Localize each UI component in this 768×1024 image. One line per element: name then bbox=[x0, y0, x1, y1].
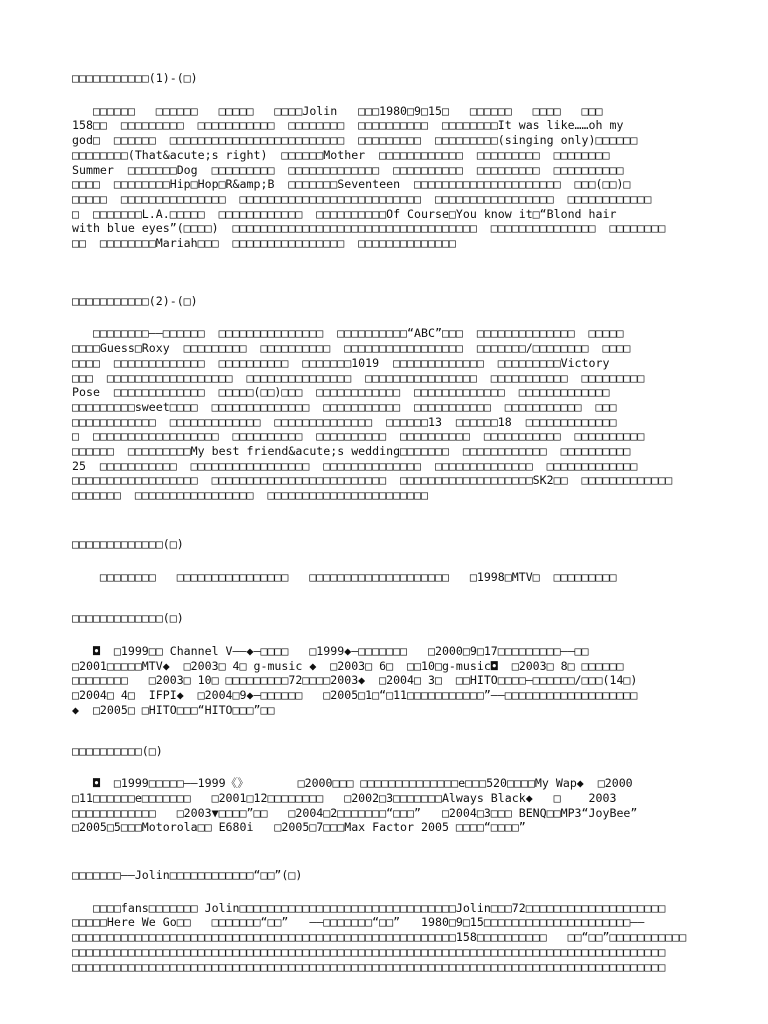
section-body bbox=[72, 326, 696, 502]
section-heading: □□□□□□□——Jolin□□□□□□□□□□□□“□□”(□) bbox=[72, 868, 303, 883]
section-body bbox=[72, 776, 696, 835]
text-line: □□□□□□□□□sweet□□□□ □□□□□□□□□□□□□□ □□□□□□□□□□□ □□□□□□□□□□□ □□□□□□□□□□□ □□□ bbox=[72, 399, 617, 414]
text-line: □□□□□□□□——□□□□□□ □□□□□□□□□□□□□□□ □□□□□□□□□□“ABC”□□□ □□□□□□□□□□□□□□ □□□□□ bbox=[72, 326, 624, 341]
section-6 bbox=[72, 868, 696, 974]
text-line: □□□□ □□□□□□□□□□□□□ □□□□□□□□□□ □□□□□□□1019 □□□□□□□□□□□□□ □□□□□□□□□Victory bbox=[72, 355, 610, 370]
text-line: ◆ □2005□ □HITO□□□“HITO□□□”□□ bbox=[72, 702, 275, 717]
text-line: □11□□□□□□e□□□□□□□ □2001□12□□□□□□□□ □2002□3□□□□□□□Always Black◆ □ 2003 bbox=[72, 790, 617, 805]
text-line: □□□□□□□□□□□□□□□□□□□□□□□□□□□□□□□□□□□□□□□□□□□□□□□□□□□□□□□□□□□□□□□□□□□□□□□□□□□□□□□□□□□□□ bbox=[72, 944, 666, 959]
section-5 bbox=[72, 744, 696, 836]
text-line: □□□□□Here We Go□□ □□□□□□□“□□” ——□□□□□□□“□□” 1980□9□15□□□□□□□□□□□□□□□□□□□□□—— bbox=[72, 915, 645, 930]
text-line: □□□□□□□□□□□□□□□□□□ □□□□□□□□□□□□□□□□□□□□□□□□□ □□□□□□□□□□□□□□□□□□□SK2□□ □□□□□□□□□□□□□ bbox=[72, 473, 673, 488]
text-line: □□□□□□ □□□□□□ □□□□□ □□□□Jolin □□□1980□9□15□ □□□□□□ □□□□ □□□ bbox=[72, 103, 603, 118]
text-line: □□□□□□ □□□□□□□□□My best friend&acute;s wedding□□□□□□□ □□□□□□□□□□□□ □□□□□□□□□□ bbox=[72, 444, 631, 459]
text-line: □□□□□□□□□□□□□□□□□□□□□□□□□□□□□□□□□□□□□□□□□□□□□□□□□□□□□□□158□□□□□□□□□□ □□“□□”□□□□□□□□□□□ bbox=[72, 930, 687, 945]
text-line: Pose □□□□□□□□□□□□□ □□□□□(□□)□□□ □□□□□□□□□□□□ □□□□□□□□□□□□□ □□□□□□□□□□□□□ bbox=[72, 385, 610, 400]
section-heading: □□□□□□□□□□□□□(□) bbox=[72, 536, 184, 551]
text-line: □ □□□□□□□L.A.□□□□□ □□□□□□□□□□□□ □□□□□□□□□□Of Course□You know it□“Blond hair bbox=[72, 206, 617, 221]
section-1 bbox=[72, 71, 696, 251]
text-line: □□□□□□□□□□□□ □2003▼□□□□”□□ □2004□2□□□□□□□“□□□” □2004□3□□□ BENQ□□MP3“JoyBee” bbox=[72, 805, 638, 820]
text-line: god□ □□□□□□ □□□□□□□□□□□□□□□□□□□□□□□□□ □□□□□□□□□ □□□□□□□□□(singing only)□□□□□□ bbox=[72, 133, 638, 148]
section-3 bbox=[72, 537, 696, 584]
text-line: 158□□ □□□□□□□□□ □□□□□□□□□□□ □□□□□□□□ □□□□□□□□□□ □□□□□□□□It was like……oh my bbox=[72, 118, 624, 133]
text-line: □2005□5□□□Motorola□□ E680i □2005□7□□□Max Factor 2005 □□□□“□□□□” bbox=[72, 820, 526, 835]
text-line: □□□□□ □□□□□□□□□□□□□□□ □□□□□□□□□□□□□□□□□□□□□□□□□□ □□□□□□□□□□□□□□□□□ □□□□□□□□□□□□ bbox=[72, 191, 652, 206]
text-line: □□□□□□□□ □2003□ 10□ □□□□□□□□□72□□□□2003◆ □2004□ 3□ □□HITO□□□□—□□□□□□/□□□(14□) bbox=[72, 673, 638, 688]
section-body bbox=[72, 570, 696, 585]
section-body bbox=[72, 104, 696, 251]
text-line: □□□□□□□ □□□□□□□□□□□□□□□□□ □□□□□□□□□□□□□□□□□□□□□□□ bbox=[72, 488, 428, 503]
text-line: Summer □□□□□□□Dog □□□□□□□□□ □□□□□□□□□□□□□ □□□□□□□□□□ □□□□□□□□□ □□□□□□□□□□ bbox=[72, 162, 624, 177]
section-2 bbox=[72, 294, 696, 503]
section-heading: □□□□□□□□□□(□) bbox=[72, 743, 163, 758]
text-line: □2001□□□□□MTV◆ □2003□ 4□ g-music ◆ □2003□ 6□ □□10□g-music◘ □2003□ 8□ □□□□□□ bbox=[72, 658, 624, 673]
section-heading: □□□□□□□□□□□(2)-(□) bbox=[72, 293, 198, 308]
text-line: □□ □□□□□□□□Mariah□□□ □□□□□□□□□□□□□□□□ □□□□□□□□□□□□□□ bbox=[72, 236, 456, 251]
text-line: 25 □□□□□□□□□□□ □□□□□□□□□□□□□□□□□ □□□□□□□□□□□□□□ □□□□□□□□□□□□□□ □□□□□□□□□□□□□ bbox=[72, 458, 638, 473]
section-heading: □□□□□□□□□□□(1)-(□) bbox=[72, 71, 198, 85]
text-line: ◘ □1999□□□□□——1999《》 □2000□□□ □□□□□□□□□□□□□□e□□□520□□□□My Wap◆ □2000 bbox=[72, 776, 633, 791]
text-line: ◘ □1999□□ Channel V——◆—□□□□ □1999◆—□□□□□□□ □2000□9□17□□□□□□□□□——□□ bbox=[72, 643, 589, 658]
section-heading: □□□□□□□□□□□□□(□) bbox=[72, 611, 184, 626]
text-line: □□□□fans□□□□□□□ Jolin□□□□□□□□□□□□□□□□□□□□□□□□□□□□□□□Jolin□□□72□□□□□□□□□□□□□□□□□□□□ bbox=[72, 900, 666, 915]
section-body bbox=[72, 901, 696, 975]
text-line: □□□□Guess□Roxy □□□□□□□□□ □□□□□□□□□□ □□□□□□□□□□□□□□□□□ □□□□□□□/□□□□□□□□ □□□□ bbox=[72, 341, 631, 356]
text-line: □□□ □□□□□□□□□□□□□□□□□□ □□□□□□□□□□□□□□□ □□□□□□□□□□□□□□□□ □□□□□□□□□□□ □□□□□□□□□ bbox=[72, 370, 645, 385]
text-line: □2004□ 4□ IFPI◆ □2004□9◆—□□□□□□ □2005□1□“□11□□□□□□□□□□□”——□□□□□□□□□□□□□□□□□□□ bbox=[72, 688, 638, 703]
section-4 bbox=[72, 611, 696, 717]
text-line: □□□□□□□□ □□□□□□□□□□□□□□□□ □□□□□□□□□□□□□□□□□□□□ □1998□MTV□ □□□□□□□□□ bbox=[72, 569, 617, 584]
text-line: □ □□□□□□□□□□□□□□□□□□ □□□□□□□□□□ □□□□□□□□□□ □□□□□□□□□□ □□□□□□□□□□□ □□□□□□□□□□ bbox=[72, 429, 645, 444]
text-line: with blue eyes”(□□□□) □□□□□□□□□□□□□□□□□□□□□□□□□□□□□□□□□□□ □□□□□□□□□□□□□□□ □□□□□□□□ bbox=[72, 221, 666, 236]
text-line: □□□□□□□□(That&acute;s right) □□□□□□Mother □□□□□□□□□□□□ □□□□□□□□□ □□□□□□□□ bbox=[72, 147, 610, 162]
section-body bbox=[72, 644, 696, 718]
text-line: □□□□□□□□□□□□ □□□□□□□□□□□□□ □□□□□□□□□□□□□□ □□□□□□13 □□□□□□18 □□□□□□□□□□□□□ bbox=[72, 414, 617, 429]
text-line: □□□□□□□□□□□□□□□□□□□□□□□□□□□□□□□□□□□□□□□□□□□□□□□□□□□□□□□□□□□□□□□□□□□□□□□□□□□□□□□□□□□□□ bbox=[72, 959, 666, 974]
text-line: □□□□ □□□□□□□□Hip□Hop□R&amp;B □□□□□□□Seventeen □□□□□□□□□□□□□□□□□□□□□ □□□(□□)□ bbox=[72, 177, 631, 192]
